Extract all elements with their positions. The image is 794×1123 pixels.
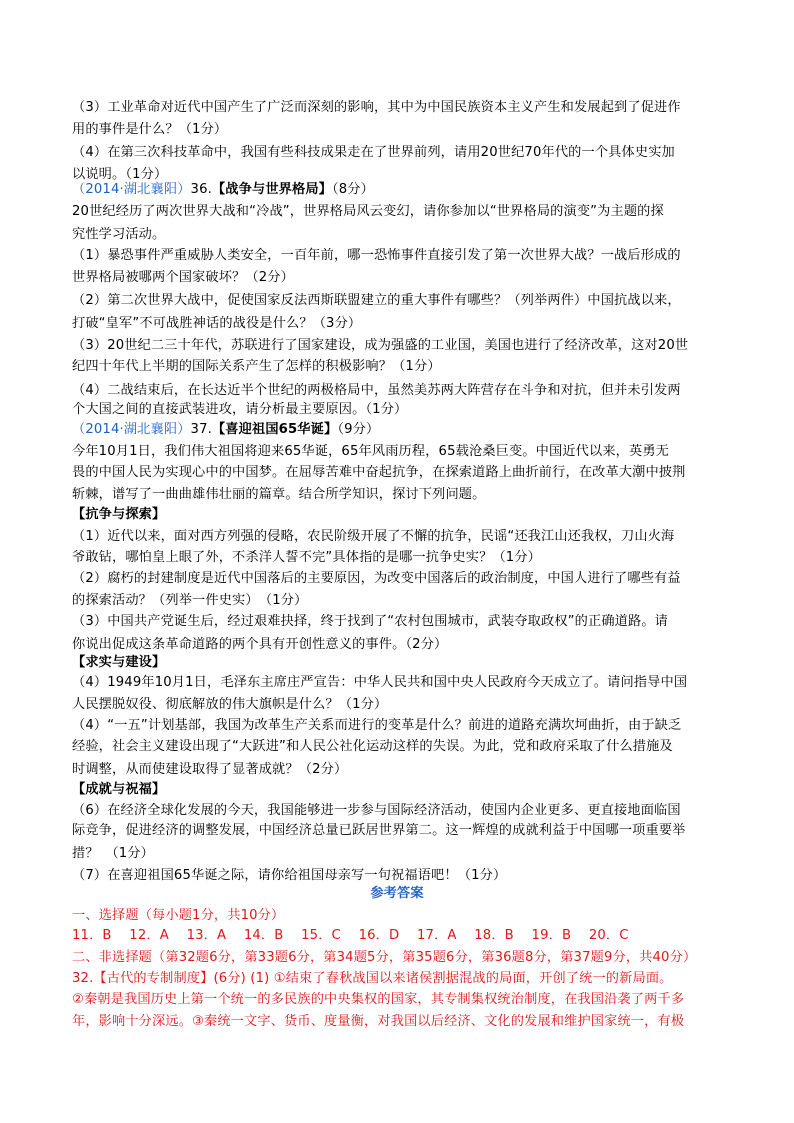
section-heading: 【抗争与探索】 [72,507,166,522]
text-line: （7）在喜迎祖国65华诞之际，请你给祖国母亲写一句祝福语吧！（1分） [72,868,507,883]
text-line: 世界格局被哪两个国家破坏？（2分） [72,270,294,285]
text-line: （2）第二次世界大战中，促使国家反法西斯联盟建立的重大事件有哪些？（列举两件）中国抗战以来， [72,293,681,308]
answer-line: 年，影响十分深远。③秦统一文字、货币、度量衡，对我国以后经济、文化的发展和维护国家统一，有极 [72,1014,685,1029]
answer-line: 11．B 12．A 13．A 14．B 15．C 16．D 17．A 18．B 19．B 20．C [72,928,629,943]
text-line: 20世纪经历了两次世界大战和“冷战”，世界格局风云变幻，请你参加以“世界格局的演变”为主题的探 [72,204,664,219]
answer-line: 一、选择题（每小题1分，共10分） [72,908,285,923]
text-line: 人民摆脱奴役、彻底解放的伟大旗帜是什么？（1分） [72,697,388,712]
text-line: （4）二战结束后，在长达近半个世纪的两极格局中，虽然美苏两大阵营存在斗争和对抗，但并未引发两 [72,383,681,398]
text-line: （1）暴恐事件严重威胁人类安全，一百年前，哪一恐怖事件直接引发了第一次世界大战？一战后形成的 [72,248,681,263]
text-line: 打破“皇军”不可战胜神话的战役是什么？（3分） [72,316,362,331]
question-text: （9分） [337,422,380,437]
text-line: （4）“一五”计划基部，我国为改革生产关系而进行的变革是什么？前进的道路充满坎坷曲折，由于缺乏 [72,718,682,733]
text-line: （4）在第三次科技革命中，我国有些科技成果走在了世界前列，请用20世纪70年代的一个具体史实加 [72,145,675,160]
text-line: 斩棘，谱写了一曲曲雄伟壮丽的篇章。结合所学知识，探讨下列问题。 [72,487,486,502]
text-line: 畏的中国人民为实现心中的中国梦。在屈辱苦难中奋起抗争，在探索道路上曲折前行，在改革大潮中披荆 [72,465,686,480]
section-heading: 【成就与祝福】 [72,782,166,797]
text-line: 用的事件是什么？（1分） [72,122,228,137]
text-line: 今年10月1日，我们伟大祖国将迎来65华诞，65年风雨历程，65载沧桑巨变。中国近代以来，英勇无 [72,444,670,459]
text-line: 究性学习活动。 [72,227,166,242]
text-line: 的探索活动？（列举一件史实） （1分） [72,593,308,608]
text-line: 个大国之间的直接武装进攻，请分析最主要原因。（1分） [72,402,408,417]
text-line: 时调整，从而使建设取得了显著成就？（2分） [72,762,348,777]
answer-line: 二、非选择题（第32题6分，第33题6分，第34题5分，第35题6分，第36题8分，第37题9分，共40分） [72,950,697,965]
text-line: 际竞争，促进经济的调整发展，中国经济总量已跃居世界第二。这一辉煌的成就利益于中国哪一项重要举 [72,823,686,838]
text-line: 措？ （1分） [72,846,154,861]
source-tag: （2014·湖北襄阳） [72,182,191,197]
section-heading: 【求实与建设】 [72,655,166,670]
text-line: （2）腐朽的封建制度是近代中国落后的主要原因，为改变中国落后的政治制度，中国人进行了哪些有益 [72,571,681,586]
answer-title: 参考答案 [370,886,424,901]
text-line: 爷敢钻，哪怕皇上眼了外，不杀洋人誓不完”具体指的是哪一抗争史实？（1分） [72,550,541,565]
question-header [72,180,374,200]
text-line: 以说明。（1分） [72,167,168,182]
text-line: （3）工业革命对近代中国产生了广泛而深刻的影响，其中为中国民族资本主义产生和发展起到了促进作 [72,100,681,115]
text-line: （3）20世纪二三十年代，苏联进行了国家建设，成为强盛的工业国，美国也进行了经济改革，这对20世 [72,338,689,353]
answer-line: 32.【古代的专制制度】(6分) (1) ①结束了春秋战国以来诸侯割据混战的局面，开创了统一的新局面。 [72,971,673,986]
question-text: （8分） [332,182,374,197]
text-line: （4）1949年10月1日，毛泽东主席庄严宣告：中华人民共和国中央人民政府今天成立了。请问指导中国 [72,675,688,690]
text-line: 经验，社会主义建设出现了“大跃进”和人民公社化运动这样的失误。为此，党和政府采取了什么措施及 [72,739,673,754]
text-line: （1）近代以来，面对西方列强的侵略，农民阶级开展了不懈的抗争，民谣“还我江山还我权，刀山火海 [72,529,675,544]
question-header [72,420,379,440]
answer-line: ②秦朝是我国历史上第一个统一的多民族的中央集权的国家，其专制集权统治制度，在我国沿袭了两千多 [72,992,685,1007]
question-topic: 【喜迎祖国65华诞】 [211,422,338,437]
question-topic: 【战争与世界格局】 [211,182,333,197]
question-text: 36. [190,182,212,197]
source-tag: （2014·湖北襄阳） [72,422,191,437]
text-line: 你说出促成这条革命道路的两个具有开创性意义的事件。（2分） [72,637,448,652]
text-line: （6）在经济全球化发展的今天，我国能够进一步参与国际经济活动，使国内企业更多、更直接地面临国 [72,803,681,818]
question-text: 37. [190,422,212,437]
text-line: （3）中国共产党诞生后，经过艰难抉择，终于找到了“农村包围城市，武装夺取政权”的正确道路。请 [72,614,669,629]
text-line: 纪四十年代上半期的国际关系产生了怎样的积极影响？（1分） [72,359,441,374]
